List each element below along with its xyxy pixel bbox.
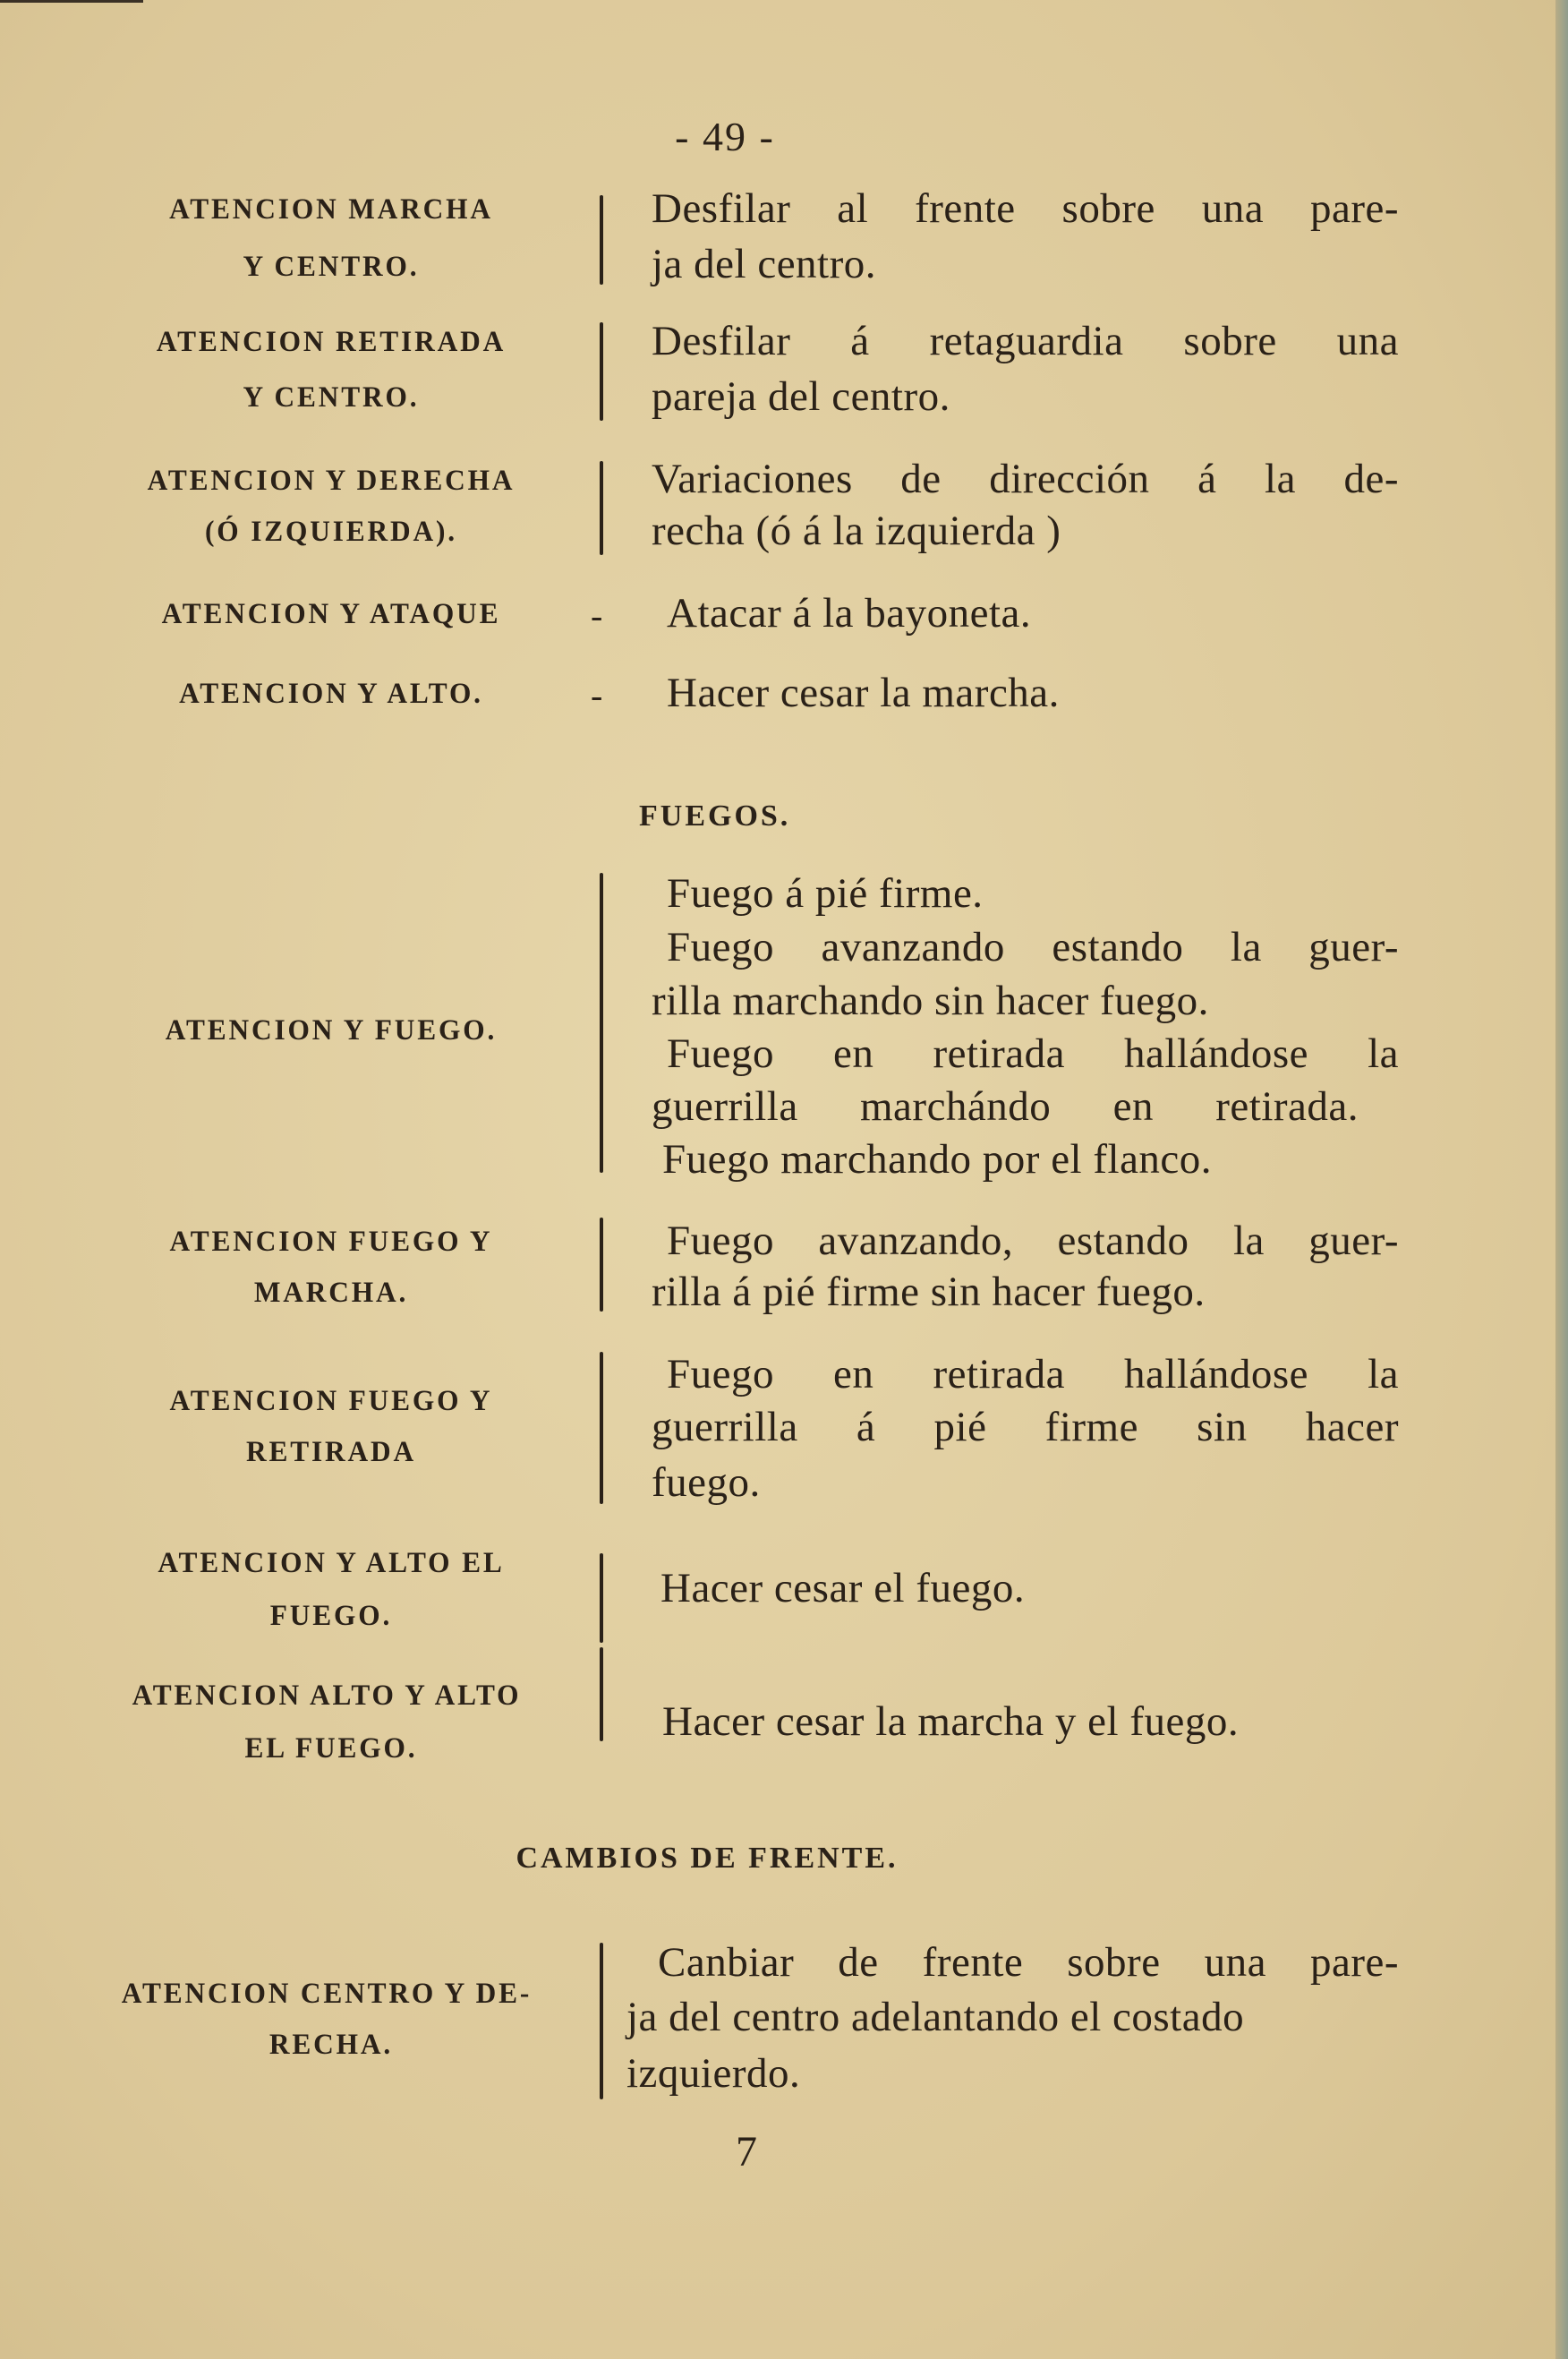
command-label: FUEGO. — [269, 1600, 393, 1632]
brace — [600, 1352, 603, 1504]
dash-separator: - — [591, 595, 603, 636]
command-label: ATENCION ALTO Y ALTO — [132, 1680, 522, 1712]
command-label: Y CENTRO. — [243, 251, 420, 283]
command-description: rilla á pié firme sin hacer fuego. — [652, 1269, 1206, 1315]
command-label: ATENCION FUEGO Y — [169, 1226, 493, 1258]
command-description: Fuego en retirada hallándose la — [667, 1351, 1399, 1397]
command-label: RETIRADA — [245, 1436, 417, 1468]
command-label: ATENCION MARCHA — [169, 193, 493, 226]
command-description: izquierdo. — [626, 2050, 801, 2097]
command-label: ATENCION Y DERECHA — [147, 465, 516, 497]
signature-mark: 7 — [736, 2128, 757, 2175]
brace — [600, 1553, 603, 1643]
command-label: ATENCION Y ALTO. — [179, 678, 483, 710]
command-label: ATENCION FUEGO Y — [169, 1385, 493, 1417]
page-edge — [1555, 0, 1568, 2359]
command-description: Fuego avanzando, estando la guer- — [667, 1218, 1399, 1264]
command-label: ATENCION Y FUEGO. — [165, 1014, 498, 1047]
command-description: Hacer cesar el fuego. — [660, 1565, 1026, 1611]
command-description: Fuego marchando por el flanco. — [662, 1136, 1213, 1183]
command-description: recha (ó á la izquierda ) — [652, 508, 1061, 554]
command-description: guerrilla á pié firme sin hacer — [652, 1404, 1399, 1450]
brace — [600, 1647, 603, 1741]
command-description: Desfilar al frente sobre una pare- — [652, 185, 1399, 232]
command-description: Variaciones de dirección á la de- — [652, 456, 1399, 502]
section-heading-fuegos: FUEGOS. — [639, 799, 791, 833]
command-description: guerrilla marchándo en retirada. — [652, 1083, 1359, 1130]
command-label: RECHA. — [268, 2029, 394, 2061]
brace — [600, 1218, 603, 1312]
command-description: Fuego en retirada hallándose la — [667, 1030, 1399, 1077]
brace — [600, 461, 603, 555]
command-label: Y CENTRO. — [243, 381, 420, 414]
command-description: pareja del centro. — [652, 373, 950, 420]
command-label: ATENCION Y ATAQUE — [161, 598, 501, 630]
command-label: MARCHA. — [253, 1277, 409, 1309]
dash-separator: - — [591, 675, 603, 715]
brace — [600, 1943, 603, 2099]
command-label: (Ó IZQUIERDA). — [204, 516, 458, 548]
command-description: Hacer cesar la marcha. — [667, 670, 1060, 716]
top-rule — [0, 0, 143, 3]
command-description: rilla marchando sin hacer fuego. — [652, 978, 1209, 1024]
brace — [600, 873, 603, 1173]
command-label: ATENCION CENTRO Y DE- — [121, 1978, 533, 2010]
page-number: - 49 - — [675, 114, 775, 159]
command-label: ATENCION RETIRADA — [156, 326, 507, 358]
command-description: Fuego á pié firme. — [667, 870, 984, 917]
command-description: Fuego avanzando estando la guer- — [667, 924, 1399, 970]
section-heading-cambios: CAMBIOS DE FRENTE. — [516, 1842, 899, 1875]
command-description: fuego. — [652, 1459, 761, 1506]
command-label: EL FUEGO. — [244, 1732, 418, 1765]
brace — [600, 322, 603, 421]
command-description: ja del centro adelantando el costado — [626, 1994, 1245, 2040]
command-description: Desfilar á retaguardia sobre una — [652, 318, 1399, 364]
command-description: ja del centro. — [652, 241, 877, 287]
command-description: Atacar á la bayoneta. — [667, 590, 1032, 637]
command-description: Canbiar de frente sobre una pare- — [658, 1939, 1399, 1986]
command-label: ATENCION Y ALTO EL — [158, 1547, 505, 1579]
command-description: Hacer cesar la marcha y el fuego. — [662, 1698, 1240, 1745]
brace — [600, 195, 603, 285]
